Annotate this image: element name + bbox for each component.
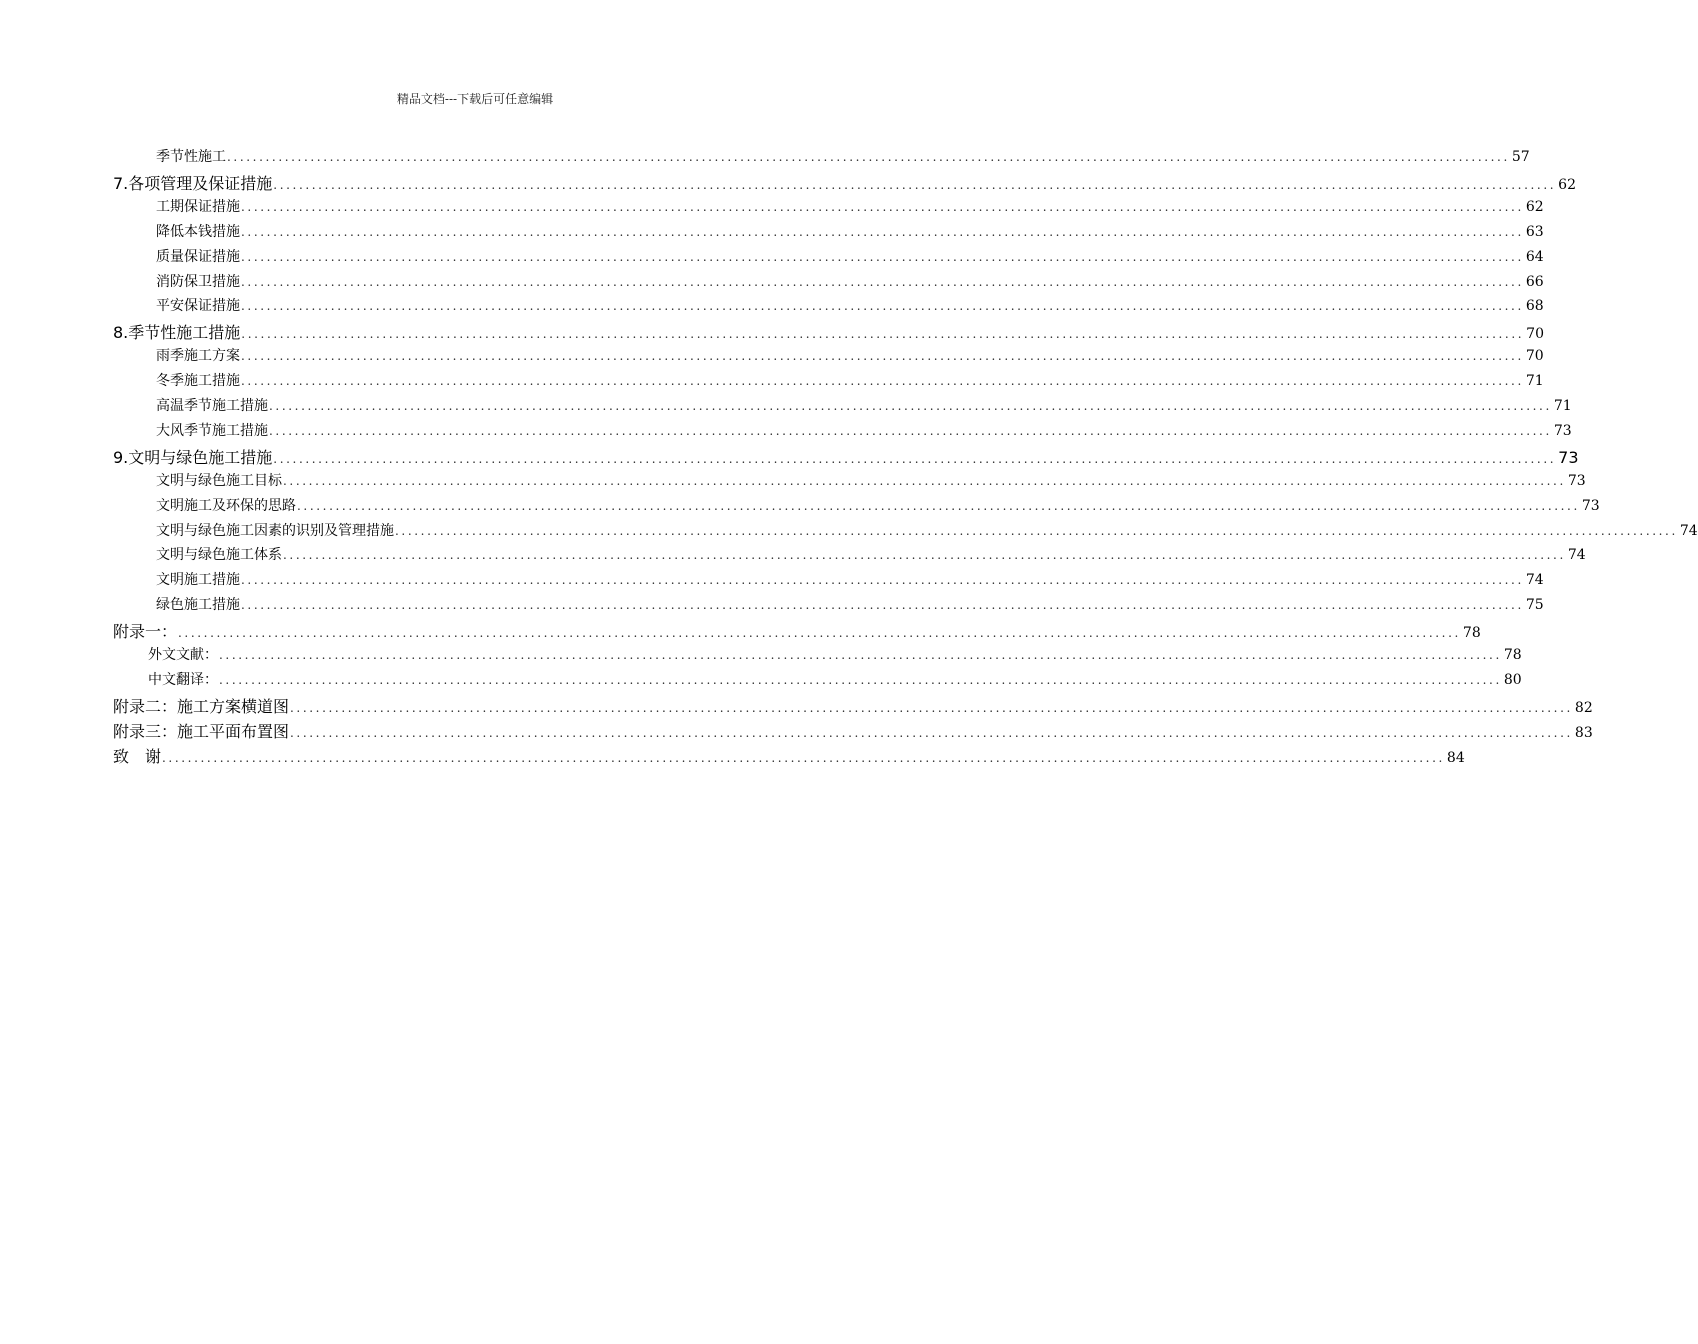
toc-entry[interactable] bbox=[113, 445, 1579, 469]
toc-entry[interactable] bbox=[156, 569, 1544, 593]
toc-page-number: 74 bbox=[1679, 522, 1698, 539]
toc-entry-number: 7. bbox=[113, 173, 129, 193]
toc-page-number: 74 bbox=[1567, 547, 1586, 564]
toc-entry-title: 文明施工及环保的思路 bbox=[156, 497, 296, 514]
toc-entry[interactable] bbox=[156, 196, 1544, 220]
toc-leader-dots: ........................................................................................................................................................................................................ bbox=[241, 349, 1524, 364]
toc-entry[interactable] bbox=[148, 669, 1522, 693]
toc-entry[interactable] bbox=[156, 395, 1572, 419]
toc-page-number: 64 bbox=[1525, 248, 1544, 265]
toc-entry[interactable] bbox=[148, 644, 1522, 668]
toc-entry[interactable] bbox=[156, 295, 1544, 319]
toc-leader-dots: ........................................................................................................................................................................................................ bbox=[227, 150, 1510, 164]
page-header: 精品文档---下载后可任意编辑 bbox=[396, 92, 554, 106]
toc-entry-title: 附录三：施工平面布置图 bbox=[113, 721, 290, 741]
toc-entry[interactable] bbox=[156, 420, 1572, 444]
toc-page-number: 73 bbox=[1567, 472, 1586, 489]
toc-page-number: 68 bbox=[1525, 298, 1544, 315]
toc-entry-title: 工期保证措施 bbox=[156, 198, 240, 215]
toc-leader-dots: ........................................................................................................................................................................................................ bbox=[241, 374, 1524, 389]
toc-page-number: 70 bbox=[1526, 326, 1544, 343]
toc-entry[interactable] bbox=[156, 345, 1544, 369]
toc-entry-title: 季节性施工措施 bbox=[128, 323, 241, 343]
toc-page-number: 70 bbox=[1525, 348, 1544, 365]
toc-entry[interactable] bbox=[156, 470, 1586, 494]
toc-entry[interactable] bbox=[156, 370, 1544, 394]
toc-page-number: 57 bbox=[1511, 149, 1530, 165]
toc-page-number: 78 bbox=[1503, 647, 1522, 663]
toc-page-number: 73 bbox=[1558, 447, 1579, 467]
toc-leader-dots: ........................................................................................................................................................................................................ bbox=[269, 423, 1552, 438]
toc-entry[interactable] bbox=[156, 271, 1544, 295]
toc-leader-dots: ........................................................................................................................................................................................................ bbox=[219, 672, 1502, 687]
toc-entry-title: 附录一： bbox=[113, 622, 178, 642]
toc-entry[interactable] bbox=[156, 146, 1530, 170]
toc-page-number: 83 bbox=[1574, 724, 1593, 741]
toc-page-number: 84 bbox=[1446, 749, 1465, 766]
toc-entry[interactable] bbox=[156, 221, 1544, 245]
toc-leader-dots: ........................................................................................................................................................................................................ bbox=[241, 199, 1524, 214]
toc-leader-dots: ........................................................................................................................................................................................................ bbox=[162, 750, 1445, 765]
toc-entry-title: 致 谢 bbox=[113, 746, 162, 766]
toc-entry[interactable] bbox=[156, 594, 1544, 618]
toc-page-number: 82 bbox=[1574, 699, 1593, 716]
toc-entry[interactable] bbox=[113, 694, 1593, 718]
toc-leader-dots: ........................................................................................................................................................................................................ bbox=[241, 249, 1524, 264]
toc-entry-title: 高温季节施工措施 bbox=[156, 398, 268, 414]
toc-entry-title: 季节性施工 bbox=[156, 149, 226, 165]
toc-leader-dots: ........................................................................................................................................................................................................ bbox=[273, 451, 1557, 466]
toc-entry[interactable] bbox=[113, 320, 1544, 344]
toc-leader-dots: ........................................................................................................................................................................................................ bbox=[297, 498, 1580, 513]
toc-entry-title: 冬季施工措施 bbox=[156, 373, 240, 390]
toc-leader-dots: ........................................................................................................................................................................................................ bbox=[395, 523, 1678, 538]
toc-page-number: 62 bbox=[1525, 198, 1544, 215]
toc-entry-title: 附录二：施工方案横道图 bbox=[113, 696, 290, 716]
toc-page-number: 71 bbox=[1525, 373, 1544, 390]
toc-page-number: 75 bbox=[1525, 597, 1544, 614]
toc-entry-title: 大风季节施工措施 bbox=[156, 422, 268, 439]
toc-leader-dots: ........................................................................................................................................................................................................ bbox=[241, 299, 1524, 314]
toc-entry-title: 文明与绿色施工措施 bbox=[128, 447, 273, 467]
toc-entry-number: 9. bbox=[113, 447, 129, 467]
toc-page-number: 74 bbox=[1525, 572, 1544, 589]
toc-entry-title: 文明施工措施 bbox=[156, 572, 240, 589]
toc-leader-dots: ........................................................................................................................................................................................................ bbox=[269, 399, 1552, 413]
toc-page-number: 78 bbox=[1462, 625, 1481, 642]
toc-leader-dots: ........................................................................................................................................................................................................ bbox=[241, 598, 1524, 613]
toc-entry-title: 雨季施工方案 bbox=[156, 348, 240, 365]
toc-page-number: 73 bbox=[1581, 497, 1600, 514]
toc-entry[interactable] bbox=[156, 246, 1544, 270]
toc-entry[interactable] bbox=[113, 744, 1465, 768]
toc-page-number: 62 bbox=[1558, 176, 1576, 193]
toc-page-number: 63 bbox=[1525, 223, 1544, 240]
toc-entry-title: 绿色施工措施 bbox=[156, 597, 240, 614]
toc-entry[interactable] bbox=[113, 619, 1481, 643]
toc-entry-title: 文明与绿色施工目标 bbox=[156, 472, 282, 489]
toc-leader-dots: ........................................................................................................................................................................................................ bbox=[241, 274, 1524, 289]
toc-page-number: 71 bbox=[1553, 398, 1572, 414]
toc-leader-dots: ........................................................................................................................................................................................................ bbox=[283, 473, 1566, 488]
toc-entry-title: 各项管理及保证措施 bbox=[128, 173, 273, 193]
toc-page-number: 80 bbox=[1503, 671, 1522, 688]
toc-entry[interactable] bbox=[156, 495, 1600, 519]
toc-entry-number: 8. bbox=[113, 323, 129, 343]
toc-page-number: 73 bbox=[1553, 422, 1572, 439]
toc-leader-dots: ........................................................................................................................................................................................................ bbox=[178, 626, 1461, 641]
toc-leader-dots: ........................................................................................................................................................................................................ bbox=[219, 648, 1502, 662]
toc-leader-dots: ........................................................................................................................................................................................................ bbox=[241, 573, 1524, 588]
toc-entry[interactable] bbox=[113, 719, 1593, 743]
toc-entry-title: 平安保证措施 bbox=[156, 298, 240, 315]
toc-entry-title: 质量保证措施 bbox=[156, 248, 240, 265]
toc-leader-dots: ........................................................................................................................................................................................................ bbox=[241, 327, 1525, 342]
toc-entry[interactable] bbox=[156, 544, 1586, 568]
toc-leader-dots: ........................................................................................................................................................................................................ bbox=[290, 700, 1573, 715]
toc-entry-title: 文明与绿色施工体系 bbox=[156, 547, 282, 564]
toc-leader-dots: ........................................................................................................................................................................................................ bbox=[273, 177, 1557, 192]
toc-leader-dots: ........................................................................................................................................................................................................ bbox=[241, 224, 1524, 239]
toc-entry[interactable] bbox=[113, 171, 1576, 195]
toc-entry-title: 中文翻译： bbox=[148, 671, 218, 688]
toc-page-number: 66 bbox=[1525, 273, 1544, 290]
toc-entry-title: 降低本钱措施 bbox=[156, 223, 240, 240]
toc-entry-title: 文明与绿色施工因素的识别及管理措施 bbox=[156, 522, 394, 539]
toc-leader-dots: ........................................................................................................................................................................................................ bbox=[283, 548, 1566, 563]
toc-entry[interactable] bbox=[156, 520, 1698, 544]
toc-entry-title: 消防保卫措施 bbox=[156, 273, 240, 290]
toc-entry-title: 外文文献： bbox=[148, 647, 218, 663]
toc-leader-dots: ........................................................................................................................................................................................................ bbox=[290, 725, 1573, 740]
